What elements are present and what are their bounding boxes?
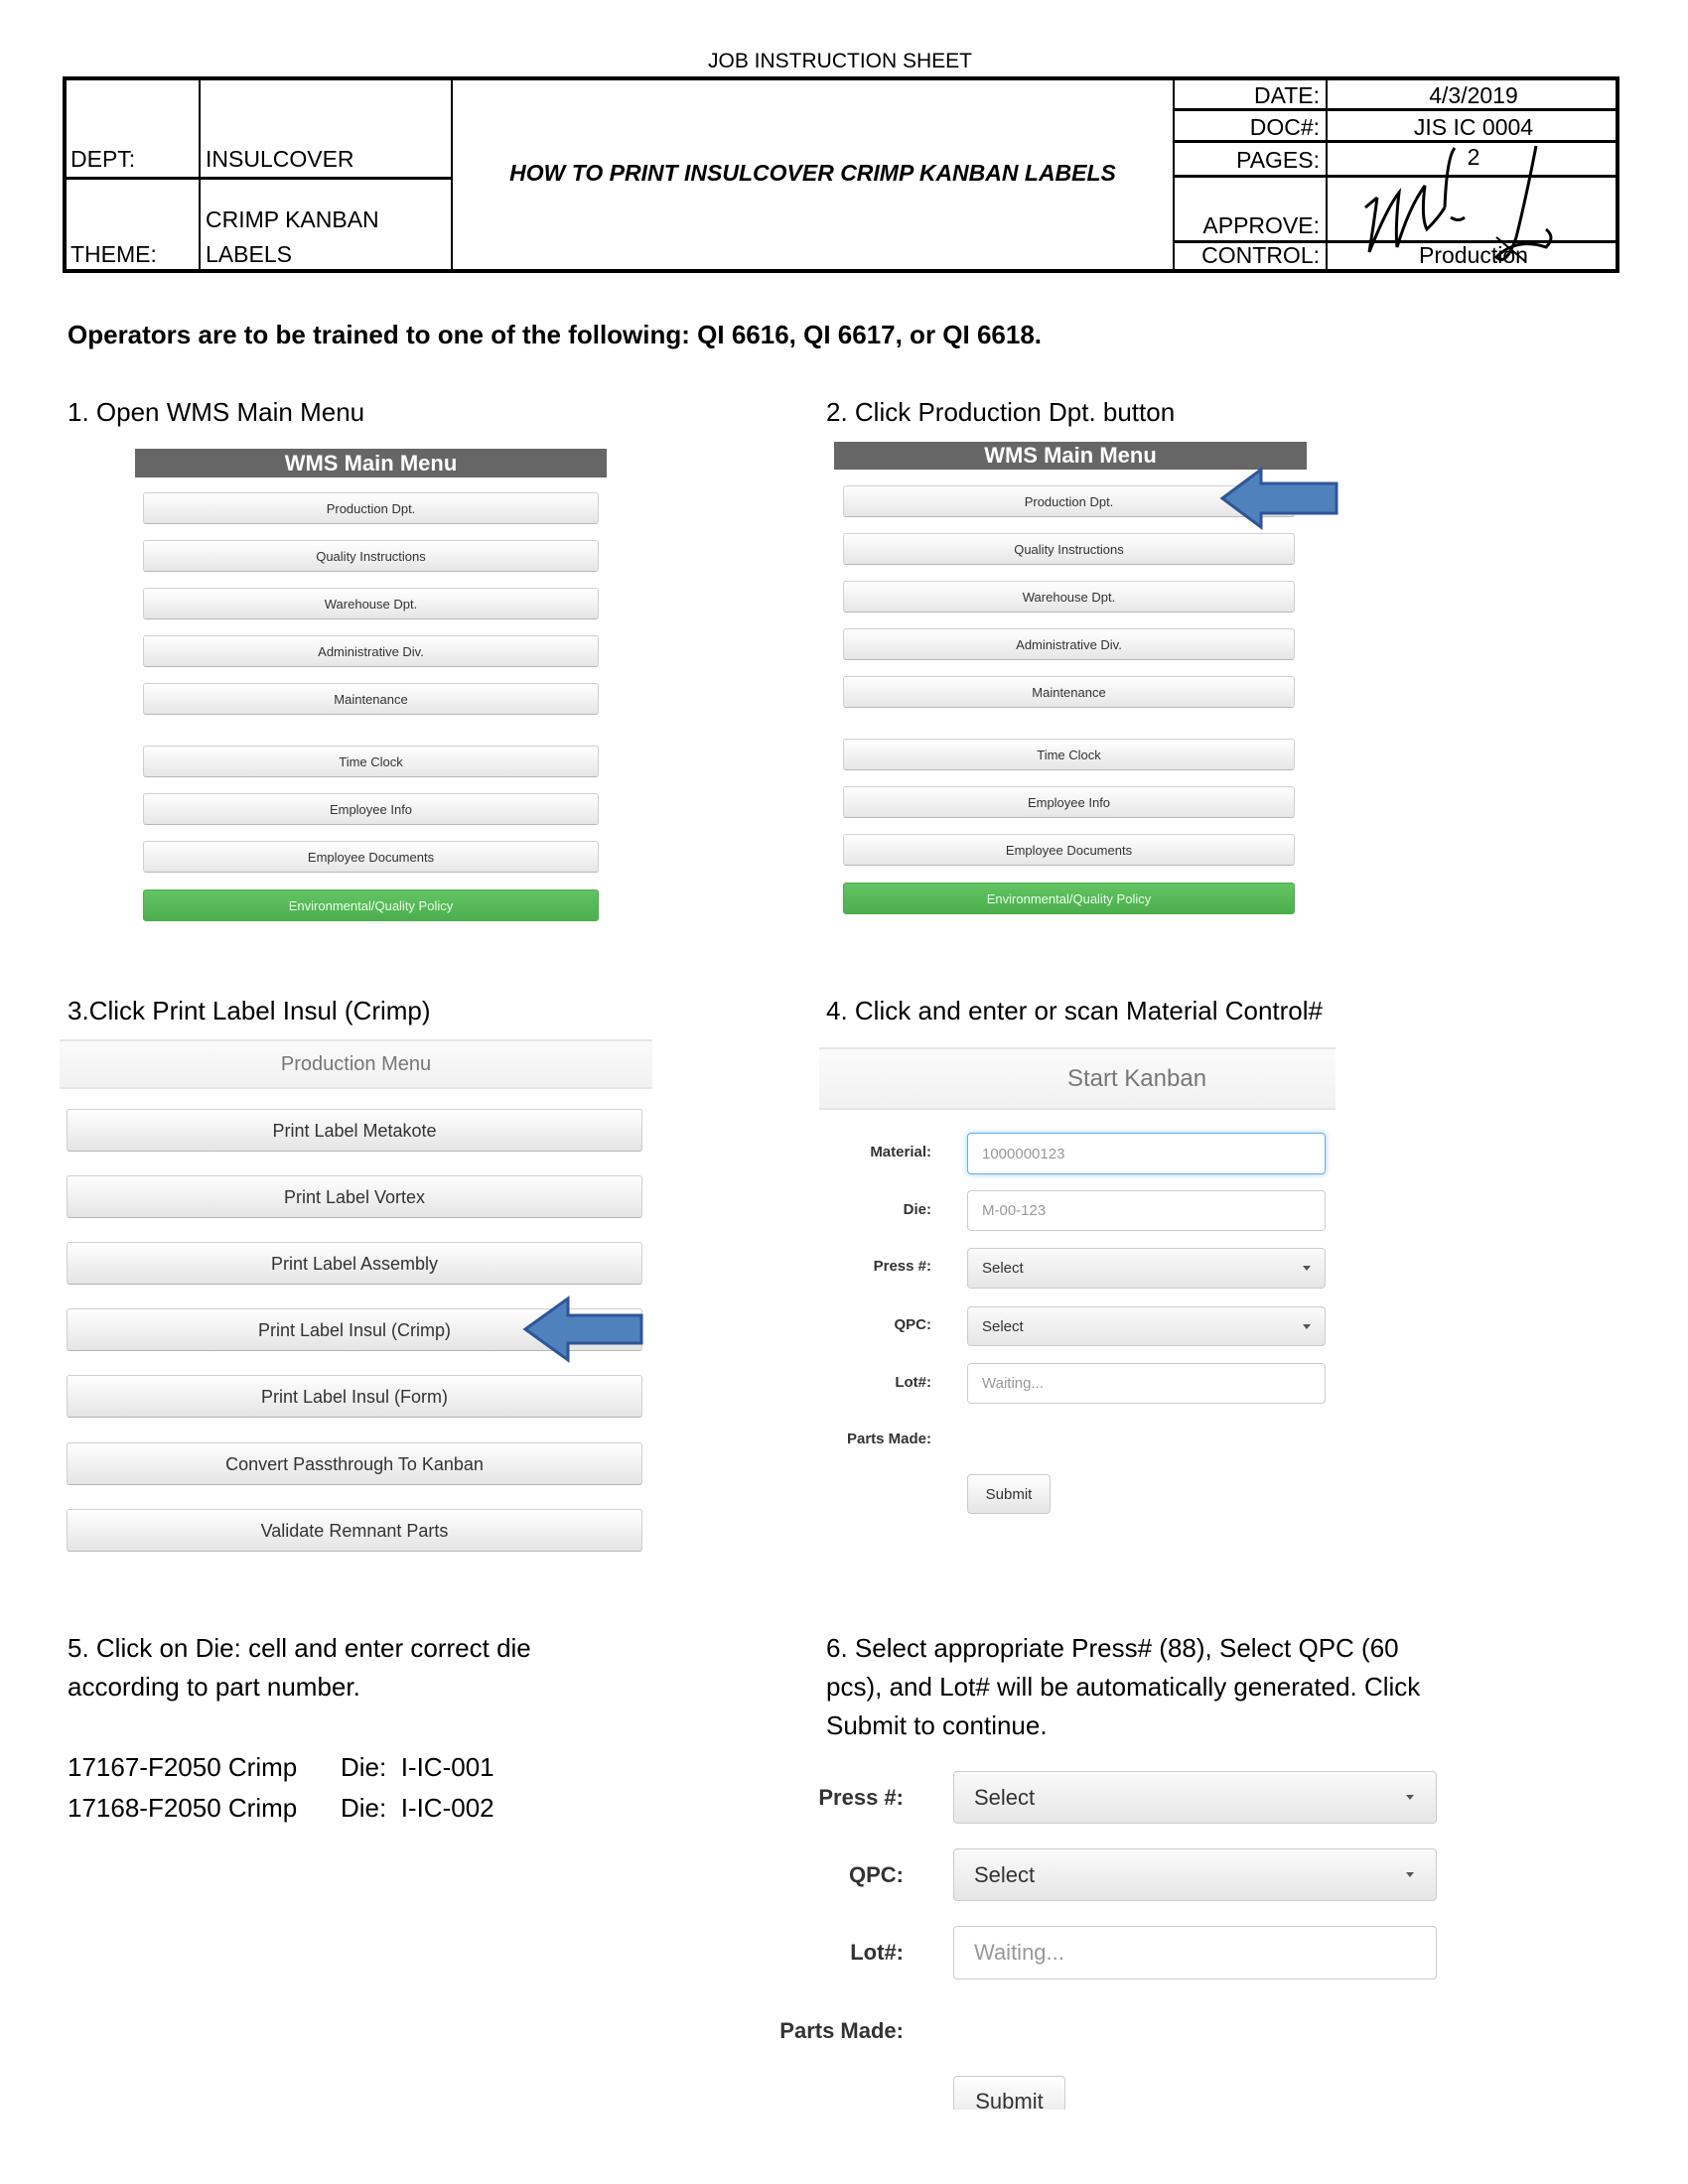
administrative-div-button[interactable]: Administrative Div. [843, 628, 1295, 660]
material-label: Material: [870, 1144, 931, 1160]
die-table-row-1-die [341, 1748, 494, 1787]
control-label: CONTROL: [1201, 242, 1320, 268]
control-value: Production [1419, 242, 1528, 268]
header-table [63, 76, 1619, 273]
maintenance-button[interactable]: Maintenance [843, 676, 1295, 708]
environmental-quality-policy-button[interactable]: Environmental/Quality Policy [143, 889, 599, 921]
doc-value: JIS IC 0004 [1413, 114, 1534, 140]
quality-instructions-button[interactable]: Quality Instructions [143, 540, 599, 572]
document-title: HOW TO PRINT INSULCOVER CRIMP KANBAN LABELS [509, 160, 1116, 186]
print-label-metakote-button[interactable]: Print Label Metakote [67, 1109, 642, 1152]
press-select-value: Select [974, 1784, 1036, 1810]
material-input[interactable] [967, 1133, 1326, 1174]
chevron-down-icon [1406, 1795, 1414, 1800]
die-input[interactable] [967, 1190, 1326, 1231]
pages-label: PAGES: [1236, 147, 1320, 173]
step-5-text-line1: 5. Click on Die: cell and enter correct die [68, 1633, 531, 1663]
left-arrow-icon [522, 1296, 645, 1363]
production-dpt-button[interactable]: Production Dpt. [143, 492, 599, 524]
chevron-down-icon [1303, 1266, 1311, 1271]
submit-button-clip [953, 2076, 1065, 2110]
qpc-label: QPC: [849, 1862, 904, 1887]
convert-passthrough-to-kanban-button[interactable]: Convert Passthrough To Kanban [67, 1442, 642, 1485]
employee-info-button[interactable]: Employee Info [843, 786, 1295, 818]
left-arrow-icon [1219, 467, 1340, 530]
wms-menu-title: WMS Main Menu [135, 449, 607, 478]
divider [199, 80, 201, 269]
lot-placeholder: Waiting... [982, 1375, 1044, 1392]
press-label: Press #: [818, 1785, 904, 1810]
time-clock-button[interactable]: Time Clock [143, 746, 599, 777]
employee-documents-button[interactable]: Employee Documents [843, 834, 1295, 866]
die-label: Die: [341, 1793, 387, 1823]
employee-documents-button[interactable]: Employee Documents [143, 841, 599, 873]
die-value: I-IC-002 [400, 1793, 494, 1823]
doc-label: DOC#: [1249, 114, 1320, 140]
qpc-label: QPC: [894, 1316, 931, 1333]
step-6-text-line2: pcs), and Lot# will be automatically generated. Click [826, 1672, 1421, 1702]
warehouse-dpt-button[interactable]: Warehouse Dpt. [843, 581, 1295, 613]
dept-label: DEPT: [70, 146, 136, 172]
lot-label: Lot#: [895, 1374, 931, 1391]
material-placeholder: 1000000123 [982, 1145, 1065, 1162]
die-table-row-1 [68, 1748, 297, 1787]
print-label-insul-form-button[interactable]: Print Label Insul (Form) [67, 1375, 642, 1418]
warehouse-dpt-button[interactable]: Warehouse Dpt. [143, 588, 599, 619]
lot-input[interactable] [967, 1363, 1326, 1404]
step-3-text: 3.Click Print Label Insul (Crimp) [68, 996, 431, 1025]
press-select[interactable] [967, 1248, 1326, 1289]
quality-instructions-button[interactable]: Quality Instructions [843, 533, 1295, 565]
training-note: Operators are to be trained to one of the following: QI 6616, QI 6617, or QI 6618. [68, 320, 1043, 349]
time-clock-button[interactable]: Time Clock [843, 739, 1295, 770]
step-2-text: 2. Click Production Dpt. button [826, 397, 1176, 427]
chevron-down-icon [1303, 1324, 1311, 1329]
approve-label: APPROVE: [1202, 212, 1320, 238]
lot-label: Lot#: [850, 1940, 904, 1965]
submit-button[interactable]: Submit [953, 2076, 1065, 2110]
die-label: Die: [903, 1201, 931, 1218]
qpc-select[interactable] [967, 1306, 1326, 1346]
signature-icon [1347, 138, 1576, 267]
die-label: Die: [341, 1752, 387, 1782]
chevron-down-icon [1406, 1872, 1414, 1877]
qpc-select-value: Select [974, 1861, 1036, 1887]
step-6-text-line1: 6. Select appropriate Press# (88), Select QPC (60 [826, 1633, 1399, 1663]
parts-made-label: Parts Made: [846, 1431, 931, 1447]
press-label: Press #: [873, 1258, 931, 1275]
theme-value-line1: CRIMP KANBAN [206, 206, 379, 232]
submit-button[interactable]: Submit [967, 1474, 1051, 1514]
divider [1173, 108, 1619, 111]
wms-menu-title: WMS Main Menu [834, 442, 1307, 470]
pages-value: 2 [1467, 144, 1480, 170]
environmental-quality-policy-button[interactable]: Environmental/Quality Policy [843, 883, 1295, 914]
theme-label: THEME: [70, 241, 157, 267]
employee-info-button[interactable]: Employee Info [143, 793, 599, 825]
start-kanban-title: Start Kanban [819, 1047, 1336, 1110]
press-select[interactable] [953, 1771, 1437, 1824]
maintenance-button[interactable]: Maintenance [143, 683, 599, 715]
step-6-text-line3: Submit to continue. [826, 1710, 1048, 1740]
die-value: I-IC-001 [400, 1752, 494, 1782]
validate-remnant-parts-button[interactable]: Validate Remnant Parts [67, 1509, 642, 1552]
step-4-text: 4. Click and enter or scan Material Control# [826, 996, 1324, 1025]
part-number: 17168-F2050 Crimp [68, 1793, 298, 1823]
date-label: DATE: [1253, 82, 1320, 108]
sheet-title: JOB INSTRUCTION SHEET [707, 50, 973, 72]
qpc-select[interactable] [953, 1848, 1437, 1901]
production-menu-title: Production Menu [60, 1039, 652, 1089]
die-placeholder: M-00-123 [982, 1202, 1047, 1219]
qpc-select-value: Select [982, 1317, 1024, 1335]
production-dpt-button[interactable]: Production Dpt. [843, 485, 1295, 517]
press-select-value: Select [982, 1260, 1024, 1277]
lot-input[interactable] [953, 1926, 1437, 1979]
part-number: 17167-F2050 Crimp [68, 1752, 298, 1782]
step-5-text-line2: according to part number. [68, 1672, 360, 1702]
print-label-vortex-button[interactable]: Print Label Vortex [67, 1175, 642, 1218]
parts-made-label: Parts Made: [779, 2018, 904, 2043]
date-value: 4/3/2019 [1429, 82, 1518, 108]
dept-value: INSULCOVER [206, 146, 354, 172]
step-1-text: 1. Open WMS Main Menu [68, 397, 365, 427]
die-table-row-2-die [341, 1789, 494, 1828]
die-table-row-2 [68, 1789, 297, 1828]
administrative-div-button[interactable]: Administrative Div. [143, 635, 599, 667]
print-label-assembly-button[interactable]: Print Label Assembly [67, 1242, 642, 1285]
print-label-insul-crimp-button[interactable]: Print Label Insul (Crimp) [67, 1308, 642, 1351]
theme-value-line2: LABELS [206, 241, 292, 267]
lot-placeholder: Waiting... [974, 1940, 1064, 1965]
divider [67, 177, 453, 180]
